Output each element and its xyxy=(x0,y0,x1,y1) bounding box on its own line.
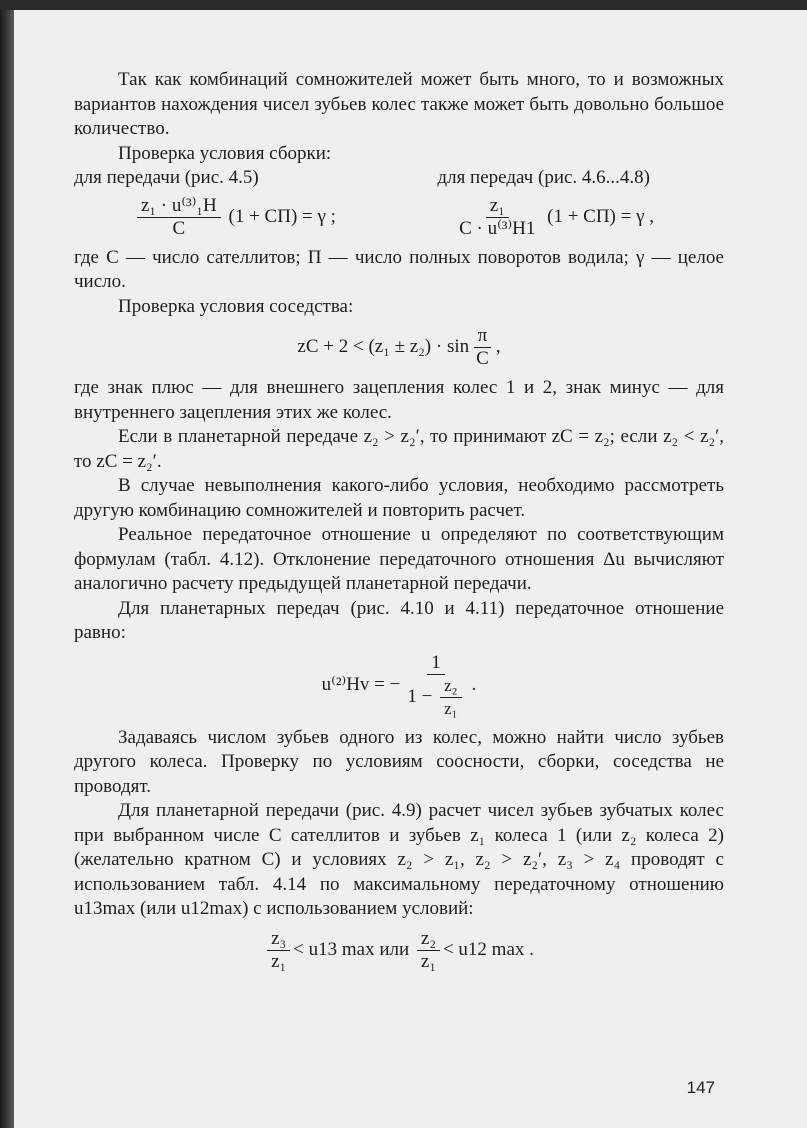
ratio-formula xyxy=(74,652,724,720)
formula-end: . xyxy=(471,674,477,696)
paragraph: где C — число сателлитов; П — число полных поворотов водила; γ — целое число. xyxy=(74,246,724,292)
fraction-numerator: z₂ xyxy=(440,675,461,698)
page-edge-shadow xyxy=(0,10,14,1128)
paragraph: где знак плюс — для внешнего зацепления колес 1 и 2, знак минус — для внутреннего зацепления этих же колес. xyxy=(74,377,724,423)
conditions-formula xyxy=(74,928,724,973)
fraction-denominator: C · u⁽³⁾H1 xyxy=(459,217,536,239)
caption-right: для передач (рис. 4.6...4.8) xyxy=(437,167,650,188)
paragraph: Задаваясь числом зубьев одного из колес, можно найти число зубьев другого колеса. Проверку по условиям соосности, сборки, соседства не проводят. xyxy=(74,726,724,797)
fraction-numerator: 1 xyxy=(427,652,445,675)
paragraph: Для планетарной передачи (рис. 4.9) расчет чисел зубьев зубчатых колес при выбранном числе C сателлитов и зубьев z₁ колеса 1 (или z₂ колеса 2) (желательно кратном C) и условиях z₂ > z₁, z₂ > z₂′, z₃ > z₄ проводят с использованием табл. 4.14 по максимальному передаточному отношению u13max (или u12max) с использованием условий: xyxy=(74,800,724,919)
fraction-denominator: C xyxy=(476,348,489,369)
paragraph: Проверка условия сборки: xyxy=(118,142,332,164)
paragraph: Если в планетарной передаче z₂ > z₂′, то принимают zC = z₂; если z₂ < z₂′, то zC = z₂′. xyxy=(74,426,724,472)
formula-text: u⁽²⁾Hv = − xyxy=(321,674,401,696)
formula-right xyxy=(452,195,654,240)
fraction-numerator: z₃ xyxy=(267,928,290,951)
formula-end: , xyxy=(495,336,501,358)
fraction-numerator: z₁ · u⁽³⁾₁H xyxy=(137,195,221,218)
two-column-captions xyxy=(74,166,724,191)
fraction-numerator: z₁ xyxy=(486,195,509,218)
formula-rest: (1 + CП) = γ , xyxy=(547,205,654,227)
paragraph: В случае невыполнения какого-либо условия, необходимо рассмотреть другую комбинацию сомножителей и повторить расчет. xyxy=(74,475,724,521)
caption-left: для передачи (рис. 4.5) xyxy=(74,167,259,188)
formula-left xyxy=(134,195,336,240)
fraction-denominator: z₁ xyxy=(420,950,436,972)
paragraph: Реальное передаточное отношение u определяют по соответствующим формулам (табл. 4.12). Отклонение передаточного отношения Δu вычисляют аналогично расчету предыдущей планетарной передачи. xyxy=(74,524,724,594)
fraction-numerator: π xyxy=(474,325,492,348)
formula-rest: (1 + CП) = γ ; xyxy=(228,205,336,227)
formula-text: < u13 max xyxy=(293,938,375,960)
formula-text: 1 − xyxy=(407,685,433,707)
formula-text: zC + 2 < (z₁ ± z₂) · sin xyxy=(297,336,470,358)
fraction-denominator xyxy=(403,675,468,720)
assembly-formulas xyxy=(74,195,724,240)
fraction-denominator: C xyxy=(172,217,186,239)
paragraph: Для планетарных передач (рис. 4.10 и 4.11) передаточное отношение равно: xyxy=(74,597,724,643)
page-text xyxy=(74,68,724,979)
paragraph: Проверка условия соседства: xyxy=(118,295,354,317)
page-number: 147 xyxy=(686,1078,715,1097)
paragraph: Так как комбинаций сомножителей может быть много, то и возможных вариантов нахождения чисел зубьев колес также может быть довольно большое количество. xyxy=(74,69,724,139)
formula-text: < u12 max . xyxy=(442,938,534,960)
formula-or: или xyxy=(379,938,410,960)
fraction-denominator: z₁ xyxy=(271,950,287,972)
neighbor-formula xyxy=(74,325,724,370)
fraction-numerator: z₂ xyxy=(417,928,440,951)
fraction-denominator: z₁ xyxy=(444,698,458,718)
